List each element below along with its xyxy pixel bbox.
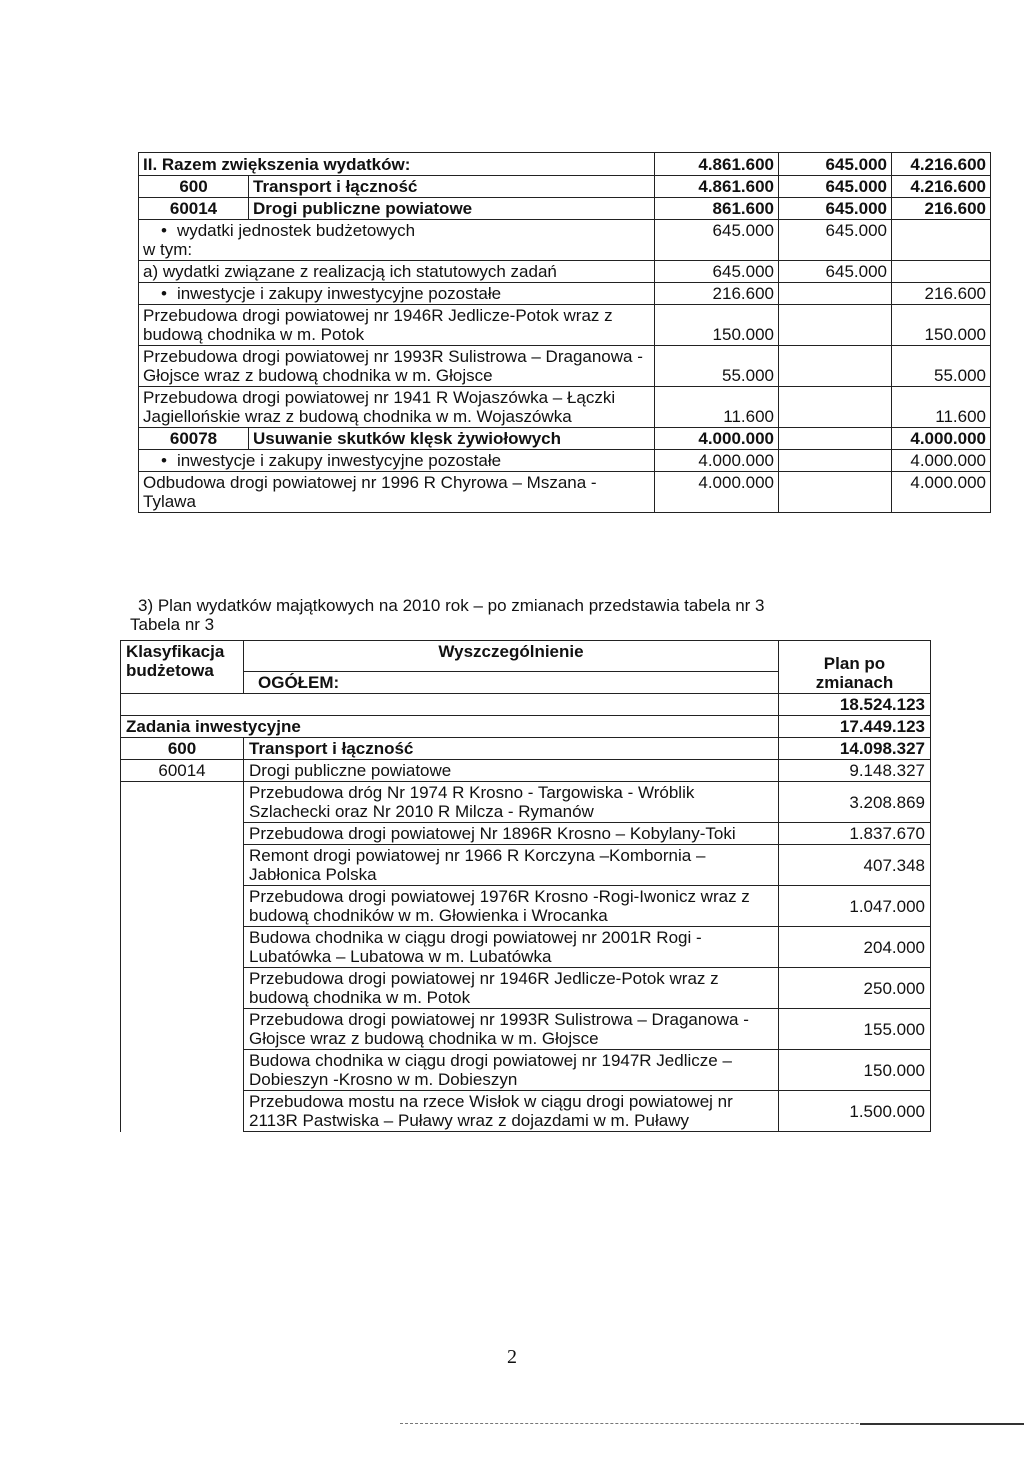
empty-cell (892, 220, 991, 261)
cell-value: 11.600 (655, 387, 779, 428)
cell-value: 4.000.000 (892, 450, 991, 472)
cell-value: 155.000 (779, 1009, 931, 1050)
cell-value: 1.837.670 (779, 823, 931, 845)
row-label: Transport i łączność (249, 176, 655, 198)
empty-cell (121, 1009, 244, 1050)
project-label: Przebudowa drogi powiatowej nr 1993R Sulistrowa – Draganowa -Głojsce wraz z budową chodnika w m. Głojsce (139, 346, 655, 387)
table-caption: Tabela nr 3 (130, 615, 215, 634)
bullet-text: • wydatki jednostek budżetowych (143, 221, 650, 240)
table-row (121, 716, 931, 738)
empty-cell (779, 450, 892, 472)
cell-value: 4.000.000 (655, 428, 779, 450)
w-tym-label: w tym: (143, 240, 193, 259)
cell-value: 407.348 (779, 845, 931, 886)
project-label: Odbudowa drogi powiatowej nr 1996 R Chyrowa – Mszana - Tylawa (139, 472, 655, 513)
cell-value: 3.208.869 (779, 782, 931, 823)
cell-value: 861.600 (655, 198, 779, 220)
project-label: Przebudowa drogi powiatowej nr 1946R Jedlicze-Potok wraz z budową chodnika w m. Potok (139, 305, 655, 346)
empty-cell (779, 428, 892, 450)
table-row (139, 153, 991, 176)
cell-value: 11.600 (892, 387, 991, 428)
header-description: Wyszczególnienie (244, 641, 779, 672)
classification-code: 600 (139, 176, 249, 198)
table-row (121, 738, 931, 760)
cell-value: 1.047.000 (779, 886, 931, 927)
cell-value: 150.000 (779, 1050, 931, 1091)
cell-value: 645.000 (655, 220, 779, 261)
row-label: Drogi publiczne powiatowe (244, 760, 779, 782)
empty-cell (121, 694, 779, 716)
empty-cell (121, 845, 244, 886)
project-label: Przebudowa drogi powiatowej nr 1993R Sulistrowa – Draganowa -Głojsce wraz z budową chodnika w m. Głojsce (244, 1009, 779, 1050)
classification-code: 600 (121, 738, 244, 760)
table-row (121, 927, 931, 968)
table-row (121, 886, 931, 927)
expenditure-increase-table (138, 152, 991, 513)
table-row (121, 1050, 931, 1091)
table-row (139, 387, 991, 428)
cell-value: 17.449.123 (779, 716, 931, 738)
table-row (139, 450, 991, 472)
footer-divider (860, 1423, 1024, 1425)
empty-cell (121, 927, 244, 968)
cell-value: 55.000 (655, 346, 779, 387)
table-row (121, 694, 931, 716)
empty-cell (779, 472, 892, 513)
empty-cell (121, 782, 244, 823)
table-row (121, 1091, 931, 1132)
cell-value: 645.000 (779, 261, 892, 283)
header-plan: Plan po zmianach (779, 641, 931, 694)
table-row (139, 198, 991, 220)
empty-cell (779, 346, 892, 387)
table-row (121, 760, 931, 782)
table-row (139, 176, 991, 198)
cell-value: 150.000 (892, 305, 991, 346)
row-label: Transport i łączność (244, 738, 779, 760)
bullet-text: • inwestycje i zakupy inwestycyjne pozostałe (143, 451, 501, 470)
empty-cell (779, 387, 892, 428)
cell-value: 645.000 (779, 220, 892, 261)
page-number: 2 (507, 1346, 517, 1368)
table-row (121, 823, 931, 845)
row-label (139, 220, 655, 261)
project-label: Przebudowa drogi powiatowej nr 1941 R Wojaszówka – Łączki Jagiellońskie wraz z budową chodnika w m. Wojaszówka (139, 387, 655, 428)
classification-code: 60078 (139, 428, 249, 450)
table-row (139, 346, 991, 387)
cell-value: 4.000.000 (655, 472, 779, 513)
table-row (139, 283, 991, 305)
section-title: II. Razem zwiększenia wydatków: (139, 153, 655, 176)
empty-cell (892, 261, 991, 283)
empty-cell (121, 968, 244, 1009)
cell-value: 4.216.600 (892, 176, 991, 198)
cell-value: 204.000 (779, 927, 931, 968)
cell-value: 645.000 (779, 176, 892, 198)
paragraph-3: 3) Plan wydatków majątkowych na 2010 rok – po zmianach przedstawia tabela nr 3 (138, 596, 765, 615)
cell-value: 216.600 (655, 283, 779, 305)
empty-cell (121, 886, 244, 927)
table-row (139, 472, 991, 513)
total-value: 645.000 (779, 153, 892, 176)
capital-expenditure-plan-table (120, 640, 931, 1132)
cell-value: 216.600 (892, 283, 991, 305)
cell-value: 216.600 (892, 198, 991, 220)
total-value: 4.861.600 (655, 153, 779, 176)
row-label: Usuwanie skutków klęsk żywiołowych (249, 428, 655, 450)
row-label: Drogi publiczne powiatowe (249, 198, 655, 220)
total-label: OGÓŁEM: (244, 672, 779, 694)
bullet-text: • inwestycje i zakupy inwestycyjne pozostałe (143, 284, 501, 303)
cell-value: 4.000.000 (892, 472, 991, 513)
cell-value: 645.000 (655, 261, 779, 283)
row-label: a) wydatki związane z realizacją ich statutowych zadań (139, 261, 655, 283)
project-label: Budowa chodnika w ciągu drogi powiatowej nr 1947R Jedlicze –Dobieszyn -Krosno w m. Dobieszyn (244, 1050, 779, 1091)
header-classification: Klasyfikacja budżetowa (121, 641, 244, 694)
empty-cell (121, 823, 244, 845)
empty-cell (779, 305, 892, 346)
table-row (121, 845, 931, 886)
project-label: Przebudowa drogi powiatowej 1976R Krosno -Rogi-Iwonicz wraz z budową chodników w m. Głowienka i Wrocanka (244, 886, 779, 927)
cell-value: 4.000.000 (655, 450, 779, 472)
row-label (139, 450, 655, 472)
table-row (139, 305, 991, 346)
project-label: Remont drogi powiatowej nr 1966 R Korczyna –Kombornia –Jabłonica Polska (244, 845, 779, 886)
cell-value: 4.861.600 (655, 176, 779, 198)
table-row (121, 782, 931, 823)
project-label: Budowa chodnika w ciągu drogi powiatowej nr 2001R Rogi -Lubatówka – Lubatowa w m. Lubatówka (244, 927, 779, 968)
project-label: Przebudowa drogi powiatowej Nr 1896R Krosno – Kobylany-Toki (244, 823, 779, 845)
table-row (121, 968, 931, 1009)
empty-cell (121, 1050, 244, 1091)
cell-value: 150.000 (655, 305, 779, 346)
empty-cell (779, 283, 892, 305)
empty-cell (121, 1091, 244, 1132)
cell-value: 645.000 (779, 198, 892, 220)
table-row (139, 261, 991, 283)
total-value: 4.216.600 (892, 153, 991, 176)
row-label (139, 283, 655, 305)
classification-code: 60014 (139, 198, 249, 220)
cell-value: 55.000 (892, 346, 991, 387)
row-label: Zadania inwestycyjne (121, 716, 779, 738)
table-row (121, 1009, 931, 1050)
cell-value: 4.000.000 (892, 428, 991, 450)
table-row (139, 220, 991, 261)
project-label: Przebudowa dróg Nr 1974 R Krosno - Targowiska - Wróblik Szlachecki oraz Nr 2010 R Milcza - Rymanów (244, 782, 779, 823)
table-header-row (121, 641, 931, 672)
cell-value: 14.098.327 (779, 738, 931, 760)
total-value: 18.524.123 (779, 694, 931, 716)
project-label: Przebudowa mostu na rzece Wisłok w ciągu drogi powiatowej nr 2113R Pastwiska – Puławy wraz z dojazdami w m. Puławy (244, 1091, 779, 1132)
project-label: Przebudowa drogi powiatowej nr 1946R Jedlicze-Potok wraz z budową chodnika w m. Potok (244, 968, 779, 1009)
table-row (139, 428, 991, 450)
classification-code: 60014 (121, 760, 244, 782)
cell-value: 1.500.000 (779, 1091, 931, 1132)
cell-value: 9.148.327 (779, 760, 931, 782)
cell-value: 250.000 (779, 968, 931, 1009)
